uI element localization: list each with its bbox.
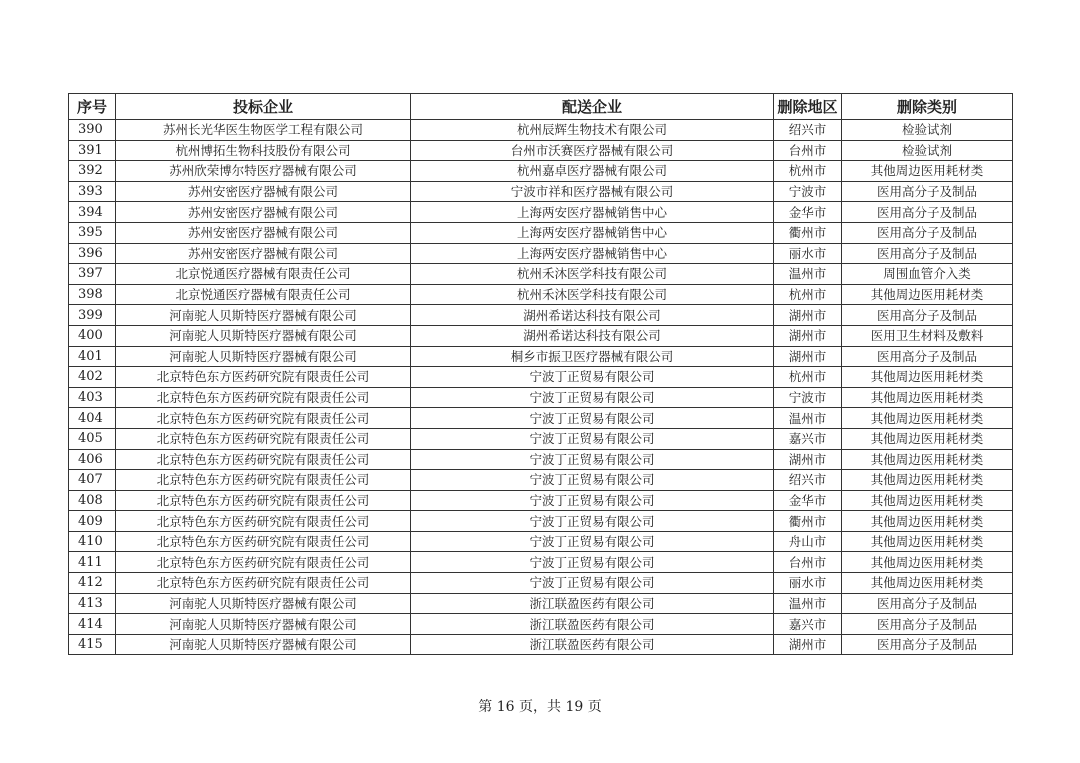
category: 其他周边医用耗材类	[842, 408, 1013, 429]
region: 宁波市	[774, 387, 842, 408]
row-index: 408	[69, 490, 116, 511]
category: 其他周边医用耗材类	[842, 552, 1013, 573]
table-row	[69, 593, 1013, 614]
distributor-company: 杭州禾沐医学科技有限公司	[411, 284, 774, 305]
row-index: 410	[69, 531, 116, 552]
distributor-company: 宁波丁正贸易有限公司	[411, 408, 774, 429]
deletion-table	[68, 93, 1013, 655]
distributor-company: 宁波丁正贸易有限公司	[411, 490, 774, 511]
region: 嘉兴市	[774, 614, 842, 635]
row-index: 405	[69, 428, 116, 449]
bidder-company: 苏州安密医疗器械有限公司	[116, 181, 411, 202]
row-index: 402	[69, 367, 116, 388]
bidder-company: 北京特色东方医药研究院有限责任公司	[116, 428, 411, 449]
distributor-company: 宁波丁正贸易有限公司	[411, 387, 774, 408]
region: 温州市	[774, 593, 842, 614]
bidder-company: 河南驼人贝斯特医疗器械有限公司	[116, 325, 411, 346]
region: 湖州市	[774, 634, 842, 655]
row-index: 390	[69, 120, 116, 141]
table-row	[69, 511, 1013, 532]
table-row	[69, 490, 1013, 511]
category: 医用高分子及制品	[842, 222, 1013, 243]
table-row	[69, 449, 1013, 470]
category: 检验试剂	[842, 120, 1013, 141]
table-row	[69, 325, 1013, 346]
region: 杭州市	[774, 284, 842, 305]
bidder-company: 苏州安密医疗器械有限公司	[116, 222, 411, 243]
distributor-company: 宁波丁正贸易有限公司	[411, 552, 774, 573]
table-row	[69, 614, 1013, 635]
region: 杭州市	[774, 367, 842, 388]
bidder-company: 河南驼人贝斯特医疗器械有限公司	[116, 593, 411, 614]
table-row	[69, 573, 1013, 594]
distributor-company: 杭州禾沐医学科技有限公司	[411, 264, 774, 285]
category: 其他周边医用耗材类	[842, 367, 1013, 388]
category: 医用高分子及制品	[842, 346, 1013, 367]
category: 医用高分子及制品	[842, 614, 1013, 635]
table-row	[69, 552, 1013, 573]
row-index: 397	[69, 264, 116, 285]
category: 周围血管介入类	[842, 264, 1013, 285]
category: 其他周边医用耗材类	[842, 284, 1013, 305]
region: 金华市	[774, 490, 842, 511]
region: 衢州市	[774, 222, 842, 243]
distributor-company: 浙江联盈医药有限公司	[411, 614, 774, 635]
row-index: 409	[69, 511, 116, 532]
region: 绍兴市	[774, 470, 842, 491]
bidder-company: 苏州长光华医生物医学工程有限公司	[116, 120, 411, 141]
region: 湖州市	[774, 346, 842, 367]
distributor-company: 杭州辰辉生物技术有限公司	[411, 120, 774, 141]
footer-suffix: 页	[587, 699, 602, 715]
table-row	[69, 284, 1013, 305]
row-index: 406	[69, 449, 116, 470]
bidder-company: 北京特色东方医药研究院有限责任公司	[116, 408, 411, 429]
distributor-company: 宁波丁正贸易有限公司	[411, 449, 774, 470]
category: 医用高分子及制品	[842, 593, 1013, 614]
header-index: 序号	[69, 94, 116, 120]
row-index: 414	[69, 614, 116, 635]
table-row	[69, 305, 1013, 326]
category: 其他周边医用耗材类	[842, 387, 1013, 408]
region: 金华市	[774, 202, 842, 223]
bidder-company: 北京特色东方医药研究院有限责任公司	[116, 552, 411, 573]
region: 杭州市	[774, 161, 842, 182]
bidder-company: 河南驼人贝斯特医疗器械有限公司	[116, 614, 411, 635]
region: 绍兴市	[774, 120, 842, 141]
region: 衢州市	[774, 511, 842, 532]
bidder-company: 北京特色东方医药研究院有限责任公司	[116, 573, 411, 594]
row-index: 407	[69, 470, 116, 491]
table-row	[69, 181, 1013, 202]
distributor-company: 上海两安医疗器械销售中心	[411, 202, 774, 223]
distributor-company: 宁波市祥和医疗器械有限公司	[411, 181, 774, 202]
footer-middle: 页，共	[519, 699, 561, 715]
table-row	[69, 120, 1013, 141]
footer-total-pages: 19	[565, 699, 584, 715]
table-header-row	[69, 94, 1013, 120]
distributor-company: 浙江联盈医药有限公司	[411, 593, 774, 614]
row-index: 404	[69, 408, 116, 429]
region: 丽水市	[774, 573, 842, 594]
category: 医用高分子及制品	[842, 305, 1013, 326]
table-row	[69, 428, 1013, 449]
category: 医用高分子及制品	[842, 634, 1013, 655]
category: 其他周边医用耗材类	[842, 161, 1013, 182]
footer-page-number: 16	[496, 699, 515, 715]
bidder-company: 苏州安密医疗器械有限公司	[116, 243, 411, 264]
row-index: 398	[69, 284, 116, 305]
row-index: 399	[69, 305, 116, 326]
bidder-company: 北京悦通医疗器械有限责任公司	[116, 284, 411, 305]
table-row	[69, 387, 1013, 408]
table-row	[69, 531, 1013, 552]
bidder-company: 北京特色东方医药研究院有限责任公司	[116, 367, 411, 388]
region: 舟山市	[774, 531, 842, 552]
region: 湖州市	[774, 325, 842, 346]
table-row	[69, 634, 1013, 655]
distributor-company: 宁波丁正贸易有限公司	[411, 367, 774, 388]
distributor-company: 宁波丁正贸易有限公司	[411, 470, 774, 491]
bidder-company: 北京悦通医疗器械有限责任公司	[116, 264, 411, 285]
region: 湖州市	[774, 449, 842, 470]
bidder-company: 北京特色东方医药研究院有限责任公司	[116, 531, 411, 552]
table-row	[69, 367, 1013, 388]
page-footer	[0, 696, 1080, 716]
table-row	[69, 346, 1013, 367]
category: 其他周边医用耗材类	[842, 573, 1013, 594]
bidder-company: 北京特色东方医药研究院有限责任公司	[116, 449, 411, 470]
category: 其他周边医用耗材类	[842, 470, 1013, 491]
region: 丽水市	[774, 243, 842, 264]
distributor-company: 宁波丁正贸易有限公司	[411, 573, 774, 594]
bidder-company: 北京特色东方医药研究院有限责任公司	[116, 387, 411, 408]
region: 宁波市	[774, 181, 842, 202]
distributor-company: 上海两安医疗器械销售中心	[411, 243, 774, 264]
row-index: 400	[69, 325, 116, 346]
table-row	[69, 161, 1013, 182]
table-row	[69, 408, 1013, 429]
category: 其他周边医用耗材类	[842, 449, 1013, 470]
region: 台州市	[774, 552, 842, 573]
region: 台州市	[774, 140, 842, 161]
distributor-company: 宁波丁正贸易有限公司	[411, 511, 774, 532]
distributor-company: 台州市沃赛医疗器械有限公司	[411, 140, 774, 161]
category: 医用高分子及制品	[842, 202, 1013, 223]
bidder-company: 杭州博拓生物科技股份有限公司	[116, 140, 411, 161]
distributor-company: 杭州嘉卓医疗器械有限公司	[411, 161, 774, 182]
row-index: 392	[69, 161, 116, 182]
bidder-company: 河南驼人贝斯特医疗器械有限公司	[116, 305, 411, 326]
distributor-company: 宁波丁正贸易有限公司	[411, 428, 774, 449]
table-row	[69, 243, 1013, 264]
row-index: 401	[69, 346, 116, 367]
table-row	[69, 470, 1013, 491]
row-index: 411	[69, 552, 116, 573]
distributor-company: 桐乡市振卫医疗器械有限公司	[411, 346, 774, 367]
category: 其他周边医用耗材类	[842, 511, 1013, 532]
table-row	[69, 222, 1013, 243]
table-body	[69, 120, 1013, 655]
category: 其他周边医用耗材类	[842, 428, 1013, 449]
header-region: 删除地区	[774, 94, 842, 120]
row-index: 412	[69, 573, 116, 594]
row-index: 395	[69, 222, 116, 243]
bidder-company: 北京特色东方医药研究院有限责任公司	[116, 490, 411, 511]
row-index: 393	[69, 181, 116, 202]
category: 其他周边医用耗材类	[842, 490, 1013, 511]
row-index: 415	[69, 634, 116, 655]
distributor-company: 湖州希诺达科技有限公司	[411, 305, 774, 326]
row-index: 394	[69, 202, 116, 223]
category: 医用卫生材料及敷料	[842, 325, 1013, 346]
distributor-company: 湖州希诺达科技有限公司	[411, 325, 774, 346]
region: 温州市	[774, 264, 842, 285]
category: 检验试剂	[842, 140, 1013, 161]
distributor-company: 宁波丁正贸易有限公司	[411, 531, 774, 552]
distributor-company: 浙江联盈医药有限公司	[411, 634, 774, 655]
region: 湖州市	[774, 305, 842, 326]
header-distributor: 配送企业	[411, 94, 774, 120]
row-index: 413	[69, 593, 116, 614]
header-category: 删除类别	[842, 94, 1013, 120]
region: 嘉兴市	[774, 428, 842, 449]
region: 温州市	[774, 408, 842, 429]
bidder-company: 北京特色东方医药研究院有限责任公司	[116, 470, 411, 491]
bidder-company: 河南驼人贝斯特医疗器械有限公司	[116, 346, 411, 367]
row-index: 403	[69, 387, 116, 408]
table-row	[69, 140, 1013, 161]
footer-prefix: 第	[478, 699, 493, 715]
row-index: 391	[69, 140, 116, 161]
category: 医用高分子及制品	[842, 243, 1013, 264]
bidder-company: 苏州安密医疗器械有限公司	[116, 202, 411, 223]
table-row	[69, 202, 1013, 223]
row-index: 396	[69, 243, 116, 264]
distributor-company: 上海两安医疗器械销售中心	[411, 222, 774, 243]
header-bidder: 投标企业	[116, 94, 411, 120]
table-row	[69, 264, 1013, 285]
bidder-company: 河南驼人贝斯特医疗器械有限公司	[116, 634, 411, 655]
bidder-company: 北京特色东方医药研究院有限责任公司	[116, 511, 411, 532]
bidder-company: 苏州欣荣博尔特医疗器械有限公司	[116, 161, 411, 182]
category: 其他周边医用耗材类	[842, 531, 1013, 552]
category: 医用高分子及制品	[842, 181, 1013, 202]
